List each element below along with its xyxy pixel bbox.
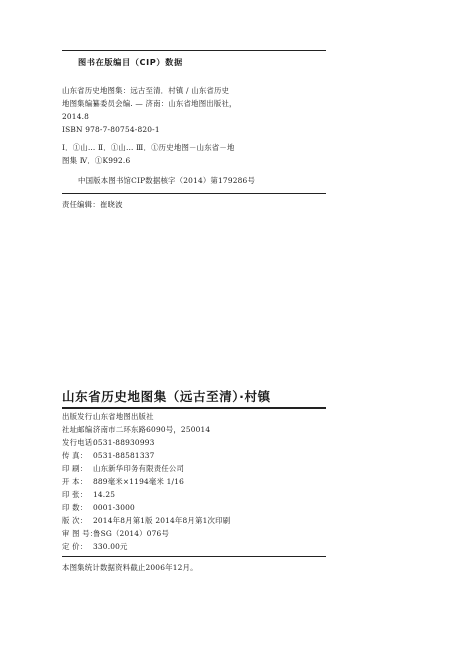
pub-row-print-run [62, 503, 135, 513]
pub-row-printer [62, 464, 184, 474]
pub-value: 0531-88930993 [93, 438, 155, 447]
book-title: 山东省历史地图集（远古至清）·村镇 [62, 389, 271, 404]
pub-value: 山东新华印务有限责任公司 [93, 464, 185, 473]
pub-label: 定 价： [62, 542, 88, 551]
cip-heading: 图书在版编目（CIP）数据 [78, 57, 183, 67]
pub-row-fax [62, 451, 155, 461]
pub-value: 14.25 [93, 490, 116, 499]
pub-value: 0531-88581337 [93, 451, 155, 460]
pub-label: 发行电话： [62, 438, 100, 447]
pub-row-price [62, 542, 128, 552]
pub-row-sheets [62, 490, 115, 500]
pub-label: 社址邮编： [62, 425, 100, 434]
pub-value: 鲁SG（2014）076号 [93, 529, 170, 538]
cip-bottom-rule [62, 193, 326, 194]
pub-bottom-rule [62, 556, 326, 557]
pub-label: 出版发行： [62, 412, 100, 421]
pub-value: 济南市二环东路6090号，250014 [93, 425, 211, 434]
pub-row-edition [62, 516, 230, 526]
cip-top-rule [62, 50, 326, 51]
pub-value: 山东省地图出版社 [93, 412, 154, 421]
pub-row-address [62, 425, 210, 435]
responsible-editor-name: 崔晓波 [99, 200, 123, 209]
data-cutoff-note: 本图集统计数据资料截止2006年12月。 [62, 563, 198, 572]
pub-row-format [62, 477, 184, 487]
pub-row-publisher [62, 412, 154, 422]
title-rule [62, 407, 326, 409]
pub-value: 0001-3000 [93, 503, 135, 512]
responsible-editor-label: 责任编辑： [62, 200, 100, 209]
cip-isbn: ISBN 978-7-80754-820-1 [62, 125, 160, 134]
pub-label: 审 图 号： [62, 529, 98, 538]
pub-value: 330.00元 [93, 542, 128, 551]
pub-label: 印 数： [62, 503, 88, 512]
pub-label: 印 刷： [62, 464, 88, 473]
pub-row-phone [62, 438, 155, 448]
pub-value: 889毫米×1194毫米 1/16 [93, 477, 185, 486]
pub-row-map-review-number [62, 529, 169, 539]
cip-record-line-1: 山东省历史地图集：远古至清．村镇 / 山东省历史 [62, 86, 230, 95]
cip-record-line-2: 地图集编纂委员会编. — 济南：山东省地图出版社， [62, 99, 237, 108]
cip-check-number: 中国版本图书馆CIP数据核字（2014）第179286号 [78, 176, 256, 185]
pub-label: 印 张： [62, 490, 88, 499]
cip-subject-line-1: Ⅰ．①山… Ⅱ．①山… Ⅲ．①历史地图－山东省－地 [62, 143, 235, 152]
cip-subject-line-2: 图集 Ⅳ．①K992.6 [62, 156, 131, 165]
pub-value: 2014年8月第1版 2014年8月第1次印刷 [93, 516, 231, 525]
cip-record-line-3: 2014.8 [62, 112, 90, 121]
responsible-editor [62, 200, 123, 210]
pub-label: 传 真： [62, 451, 88, 460]
pub-label: 版 次： [62, 516, 88, 525]
pub-label: 开 本： [62, 477, 88, 486]
